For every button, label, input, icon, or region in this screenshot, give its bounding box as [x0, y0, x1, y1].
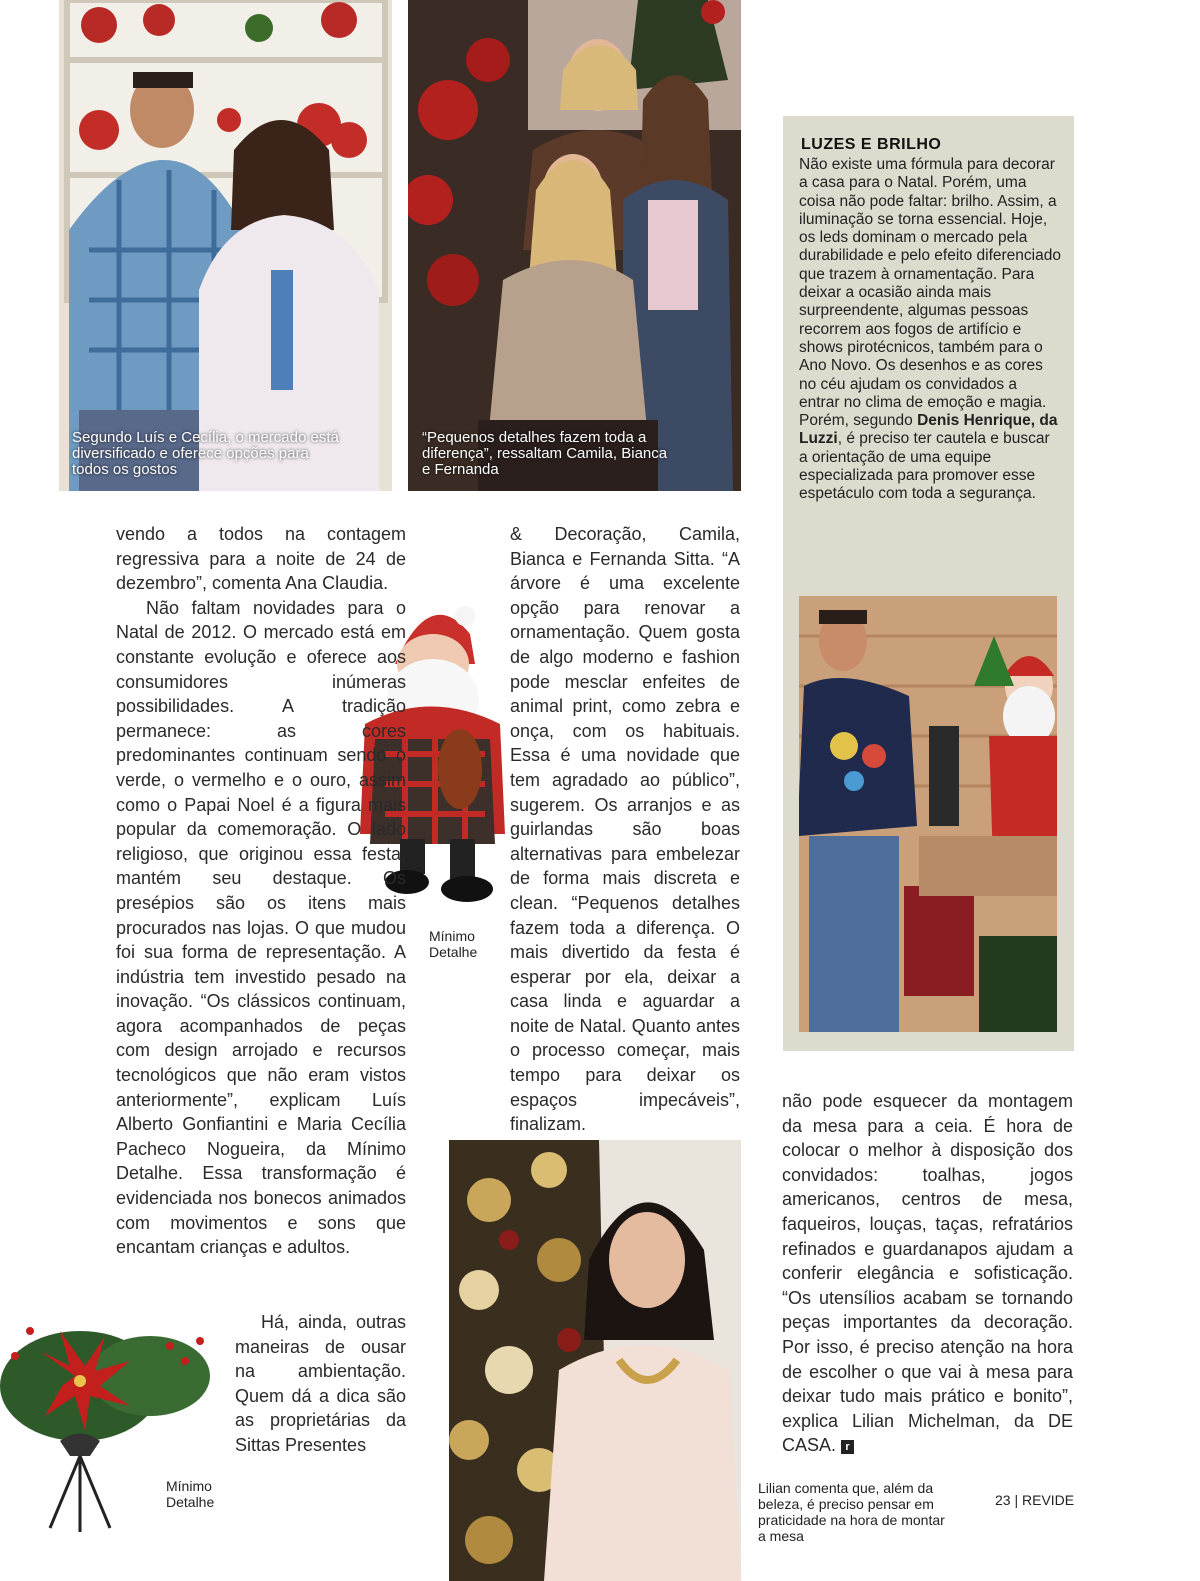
folio-separator: |	[1014, 1492, 1022, 1508]
col1-paragraph-3: Há, ainda, outras maneiras de ousar na ambientação. Quem dá a dica são as proprietárias da Sittas Presentes	[235, 1312, 406, 1455]
sidebar-luzes-e-brilho	[783, 116, 1074, 1051]
article-column-1	[116, 522, 406, 1260]
photo-caption: Segundo Luís e Cecília, o mercado está diversificado e oferece opções para todos os gostos	[72, 429, 339, 478]
page-folio	[995, 1492, 1074, 1508]
article-column-1-continued	[235, 1310, 406, 1458]
col3-paragraph-1-text: não pode esquecer da montagem da mesa para a ceia. É hora de colocar o melhor à disposição dos convidados: toalhas, jogos americanos, centros de mesa, faqueiros, louças, taças, refratários refinados e guardanapos ajudam a conferir elegância e sofisticação. “Os utensílios acabam se tornando peças importantes da decoração. Por isso, é preciso atenção na hora de escolher o que vai à mesa para deixar tudo mais prático e bonito”, explica Lilian Michelman, da DE CASA.	[782, 1091, 1073, 1456]
article-end-mark: r	[841, 1440, 854, 1454]
col2-paragraph-1: & Decoração, Camila, Bianca e Fernanda Sitta. “A árvore é uma excelente opção para renovar a ornamentação. Quem gosta de algo moderno e fashion pode mesclar enfeites de animal print, como zebra e onça, com os habituais. Essa é uma novidade que tem agradado ao público”, sugerem. Os arranjos e as guirlandas são boas alternativas para embelezar de forma mais discreta e clean. “Pequenos detalhes fazem toda a diferença. O mais divertido da festa é esperar por ela, deixar a casa linda e aguardar a noite de Natal. Quanto antes o processo começar, mais tempo para deixar os espaços impecáveis”, finalizam.	[510, 524, 740, 1135]
sidebar-text-before: Não existe uma fórmula para decorar a casa para o Natal. Porém, uma coisa não pode faltar: brilho. Assim, a iluminação se torna essencial. Hoje, os leds dominam o mercado pela durabilidade e pelo efeito diferenciado que trazem à ornamentação. Para deixar a ocasião ainda mais surpreendente, algumas pessoas recorrem aos fogos de artifício e shows pirotécnicos, também para o Ano Novo. Os desenhos e as cores no céu ajudam os convidados a entrar no clima de emoção e magia. Porém, segundo	[799, 156, 1061, 430]
sidebar-text	[799, 156, 1061, 504]
photo-denis-henrique	[799, 596, 1057, 1032]
magazine-name: REVIDE	[1022, 1492, 1075, 1508]
photo-lilian-michelman	[449, 1140, 741, 1581]
article-column-2	[510, 522, 740, 1186]
photo-denis-henrique-image	[799, 596, 1057, 1032]
page-number: 23	[995, 1492, 1011, 1508]
sidebar-text-after: , é preciso ter cautela e buscar a orientação de uma equipe especializada para promover esse espetáculo com toda a segurança.	[799, 430, 1050, 503]
lilian-caption: Lilian comenta que, além da beleza, é preciso pensar em praticidade na hora de montar a mesa	[758, 1480, 945, 1544]
article-column-3	[782, 1089, 1073, 1458]
col3-paragraph-1	[782, 1089, 1073, 1458]
photo-caption: “Pequenos detalhes fazem toda a diferença”, ressaltam Camila, Bianca e Fernanda	[422, 429, 668, 478]
santa-caption: Mínimo Detalhe	[429, 928, 478, 960]
photo-lilian-michelman-image	[449, 1140, 741, 1581]
photo-camila-bianca-fernanda	[408, 0, 741, 491]
sidebar-text-bold: Denis Henrique, da Luzzi	[799, 412, 1058, 448]
col1-paragraph-2: Não faltam novidades para o Natal de 2012. O mercado está em constante evolução e oferece aos consumidores inúmeras possibilidades. A tradição permanece: as cores predominantes continuam sendo o verde, o vermelho e o ouro, assim como o Papai Noel é a figura mais popular da comemoração. O lado religioso, que originou essa festa, mantém seu destaque. Os presépios são os itens mais procurados nas lojas. O que mudou foi sua forma de representação. A indústria tem investido pesado na inovação. “Os clássicos continuam, agora acompanhados de peças com design arrojado e recursos tecnológicos que não eram vistos anteriormente”, explicam Luís Alberto Gonfiantini e Maria Cecília Pacheco Nogueira, da Mínimo Detalhe. Essa transformação é evidenciada nos bonecos animados com movimentos e sons que encantam crianças e adultos.	[116, 597, 406, 1258]
photo-luis-cecilia-image	[59, 0, 392, 491]
flower-caption: Mínimo Detalhe	[166, 1478, 215, 1510]
photo-luis-cecilia	[59, 0, 392, 491]
photo-camila-bianca-fernanda-image	[408, 0, 741, 491]
sidebar-title: LUZES E BRILHO	[801, 136, 942, 153]
col1-paragraph-1: vendo a todos na contagem regressiva para a noite de 24 de dezembro”, comenta Ana Claudia.	[116, 524, 406, 594]
